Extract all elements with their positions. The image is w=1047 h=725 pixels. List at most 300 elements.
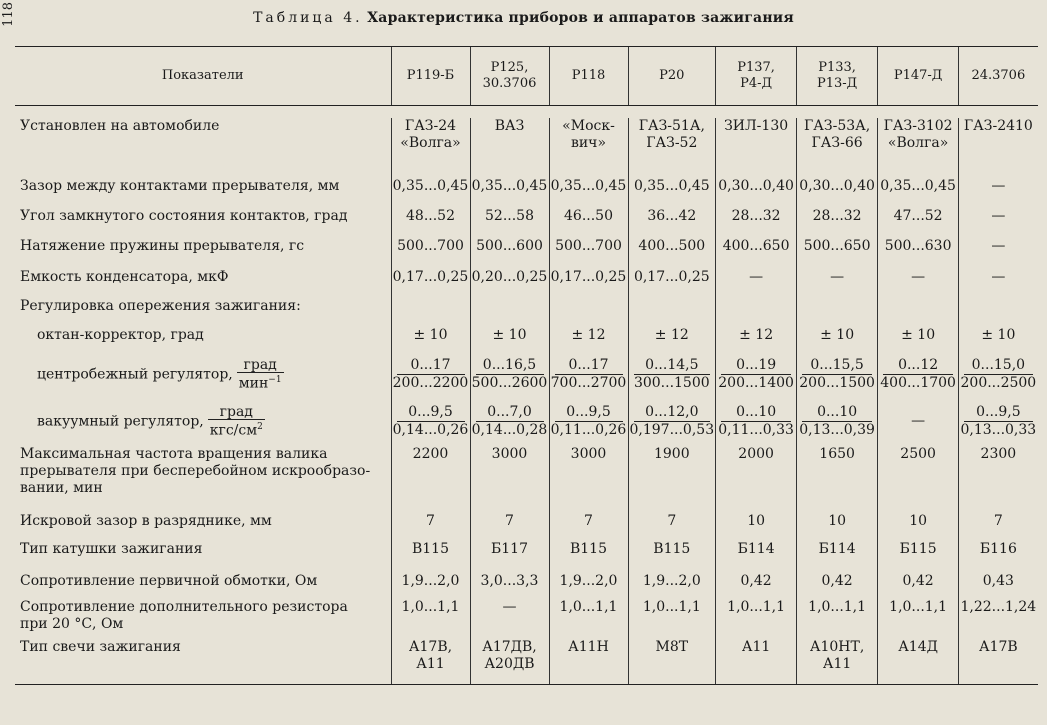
value-line: А11: [822, 655, 852, 672]
value-text: —: [991, 238, 1006, 254]
value-text: 28...32: [812, 208, 862, 224]
value-denominator: 0,13...0,33: [960, 422, 1037, 438]
row-label: [15, 398, 391, 446]
header-model-line: Р13-Д: [816, 76, 858, 91]
value-text: 400...500: [638, 238, 706, 254]
row-add_res: [15, 599, 1038, 639]
row-label: [15, 599, 391, 639]
row-label-text: центробежный регулятор,: [37, 366, 233, 383]
value-cell: [549, 202, 628, 232]
unit-fraction: [237, 358, 284, 391]
row-coil: [15, 536, 1038, 564]
value-text: 7: [667, 513, 677, 529]
value-cell: [549, 232, 628, 262]
value-text: 1,0...1,1: [642, 598, 701, 615]
row-label-line: вании, мин: [20, 479, 103, 496]
row-label-text: Натяжение пружины прерывателя, гс: [20, 238, 305, 254]
value-numerator: 0...16,5: [476, 357, 544, 375]
value-text: 10: [747, 513, 766, 529]
value-text: 10: [909, 513, 928, 529]
value-cell: [959, 639, 1038, 685]
row-primary_res: [15, 564, 1038, 599]
value-text: 2500: [900, 445, 936, 462]
value-cell: [878, 172, 959, 202]
row-label-line: Сопротивление дополнительного резистора: [20, 598, 348, 615]
value-cell: [549, 118, 628, 172]
value-cell: [628, 352, 716, 398]
unit-denominator-text: кгс/см: [209, 422, 258, 439]
table-caption: [0, 10, 1047, 26]
value-cell: [878, 446, 959, 508]
row-label: [15, 536, 391, 564]
value-text: 28...32: [731, 208, 781, 224]
header-model-line: Р4-Д: [740, 76, 773, 91]
value-line: ГАЗ-66: [811, 134, 863, 151]
value-numerator: 0...7,0: [476, 404, 544, 422]
value-denominator: 0,11...0,33: [718, 422, 794, 438]
value-fraction: [630, 404, 715, 439]
value-cell: [716, 262, 797, 294]
value-cell: [391, 172, 470, 202]
value-text: 0,35...0,45: [392, 178, 469, 194]
row-label: [15, 262, 391, 294]
value-text: 400...650: [722, 238, 790, 254]
value-cell: [628, 262, 716, 294]
value-cell: [878, 536, 959, 564]
value-cell: [628, 446, 716, 508]
row-octane: [15, 320, 1038, 352]
value-cell: [959, 118, 1038, 172]
empty-cell: [797, 294, 878, 320]
value-line: А14Д: [898, 638, 939, 655]
unit-fraction: [208, 405, 265, 438]
value-cell: [470, 262, 549, 294]
value-cell: [959, 398, 1038, 446]
header-model: [549, 47, 628, 106]
value-cell: [959, 232, 1038, 262]
row-vacuum: [15, 398, 1038, 446]
value-line: А20ДВ: [484, 655, 535, 672]
value-cell: [716, 639, 797, 685]
value-line: А10НТ,: [809, 638, 865, 655]
value-text: 1900: [653, 445, 690, 462]
header-model-line: Р137,: [737, 60, 775, 75]
value-denominator: 200...1500: [799, 375, 875, 391]
value-text: Б116: [979, 541, 1017, 557]
value-cell: [470, 508, 549, 536]
value-numerator: 0...15,5: [802, 357, 872, 375]
row-max_speed: [15, 446, 1038, 508]
value-text: 47...52: [893, 208, 943, 224]
value-denominator: 400...1700: [880, 375, 956, 391]
value-cell: [628, 172, 716, 202]
value-text: 1,9...2,0: [559, 572, 618, 589]
value-line: А11: [741, 638, 771, 655]
value-text: —: [749, 269, 764, 285]
header-model: [959, 47, 1038, 106]
value-line: ГАЗ-2410: [963, 117, 1033, 134]
value-denominator: 200...2500: [960, 375, 1037, 391]
value-numerator: 0...10: [721, 404, 791, 422]
value-text: 36...42: [647, 208, 697, 224]
value-text: Б115: [899, 541, 937, 557]
value-cell: [470, 232, 549, 262]
header-model: [470, 47, 549, 106]
unit-numerator: град: [237, 358, 284, 373]
value-cell: [716, 446, 797, 508]
value-denominator: 0,14...0,26: [392, 422, 469, 438]
value-cell: [470, 398, 549, 446]
value-fraction: [960, 357, 1037, 392]
value-cell: [549, 172, 628, 202]
value-cell: [391, 599, 470, 639]
value-fraction: [393, 404, 469, 439]
value-cell: [549, 320, 628, 352]
value-fraction: [879, 357, 957, 392]
value-cell: [797, 202, 878, 232]
value-text: 7: [993, 513, 1003, 529]
unit-denominator-text: мин: [238, 375, 269, 392]
value-line: А11: [416, 655, 445, 672]
value-line: А17В: [979, 638, 1018, 655]
value-cell: [959, 446, 1038, 508]
row-label-text: Зазор между контактами прерывателя, мм: [20, 178, 340, 194]
row-label: [15, 294, 391, 320]
value-cell: [959, 320, 1038, 352]
value-text: Б114: [737, 541, 775, 557]
value-cell: [470, 202, 549, 232]
row-plug: [15, 639, 1038, 685]
value-cell: [959, 564, 1038, 599]
value-cell: [959, 262, 1038, 294]
value-fraction: [879, 413, 957, 430]
page-number: 118: [1, 2, 16, 27]
value-text: 1,0...1,1: [401, 598, 460, 615]
value-cell: [878, 202, 959, 232]
value-text: ± 10: [981, 327, 1016, 343]
empty-cell: [959, 294, 1038, 320]
value-text: 1650: [819, 445, 855, 462]
value-denominator: 0,14...0,28: [471, 422, 548, 438]
value-text: 500...700: [555, 238, 622, 254]
value-text: ± 10: [901, 327, 936, 343]
value-line: ГАЗ-24: [404, 117, 457, 134]
row-label-text: вакуумный регулятор,: [37, 413, 204, 430]
value-text: 1,9...2,0: [642, 572, 701, 589]
value-line: ЗИЛ-130: [724, 117, 789, 134]
value-text: 0,17...0,25: [392, 269, 469, 285]
value-cell: [716, 398, 797, 446]
value-text: 0,35...0,45: [471, 178, 548, 194]
value-text: ± 12: [739, 327, 774, 343]
unit-denominator: [208, 420, 265, 438]
value-line: «Волга»: [400, 134, 461, 151]
value-line: ГАЗ-51А,: [638, 117, 705, 134]
row-gap: [15, 172, 1038, 202]
value-cell: [797, 536, 878, 564]
value-cell: [797, 320, 878, 352]
value-fraction: [630, 357, 715, 392]
value-cell: [470, 118, 549, 172]
row-label-text: Регулировка опережения зажигания:: [20, 298, 301, 314]
value-line: «Волга»: [887, 134, 949, 151]
value-cell: [391, 446, 470, 508]
row-label-text: Тип катушки зажигания: [20, 541, 203, 557]
header-model: [391, 47, 470, 106]
value-cell: [470, 639, 549, 685]
value-text: 1,0...1,1: [559, 598, 618, 615]
value-cell: [878, 564, 959, 599]
value-cell: [716, 232, 797, 262]
header-model: [797, 47, 878, 106]
header-model-line: Р133,: [818, 60, 856, 75]
value-cell: [470, 172, 549, 202]
value-numerator: 0...10: [802, 404, 872, 422]
value-cell: [797, 262, 878, 294]
row-label: [15, 639, 391, 685]
value-cell: [391, 320, 470, 352]
header-model-line: Р119-Б: [406, 68, 455, 83]
value-cell: [797, 118, 878, 172]
value-cell: [878, 352, 959, 398]
value-text: В115: [411, 541, 449, 557]
value-cell: [797, 639, 878, 685]
value-cell: [716, 536, 797, 564]
value-cell: [391, 118, 470, 172]
row-timing-heading: [15, 294, 1038, 320]
row-angle: [15, 202, 1038, 232]
header-model-line: 24.3706: [971, 68, 1026, 83]
value-cell: [628, 202, 716, 232]
value-fraction: [472, 404, 548, 439]
empty-cell: [549, 294, 628, 320]
value-cell: [549, 446, 628, 508]
header-model-line: Р125,: [490, 60, 529, 75]
row-label-text: октан-корректор, град: [37, 327, 204, 343]
value-text: —: [502, 598, 517, 615]
value-cell: [878, 398, 959, 446]
value-cell: [716, 320, 797, 352]
value-cell: [470, 320, 549, 352]
row-centrifugal: [15, 352, 1038, 398]
value-cell: [391, 262, 470, 294]
value-denominator: 300...1500: [633, 375, 710, 391]
value-text: 3000: [491, 445, 528, 462]
value-cell: [391, 398, 470, 446]
empty-cell: [391, 294, 470, 320]
value-line: «Моск-: [562, 117, 615, 134]
value-numerator: 0...9,5: [397, 404, 465, 422]
row-spark_gap: [15, 508, 1038, 536]
value-cell: [628, 564, 716, 599]
value-text: 2200: [412, 445, 449, 462]
value-text: В115: [653, 541, 691, 557]
caption-label: Таблица 4.: [253, 10, 363, 26]
value-cell: [959, 172, 1038, 202]
value-cell: [797, 508, 878, 536]
value-denominator: 700...2700: [550, 375, 627, 391]
value-text: 2000: [738, 445, 774, 462]
value-text: 7: [426, 513, 435, 529]
value-cell: [959, 508, 1038, 536]
value-cell: [878, 599, 959, 639]
value-denominator: 200...2200: [392, 375, 469, 391]
value-numerator: 0...14,5: [634, 357, 711, 375]
value-line: вич»: [570, 134, 607, 151]
row-label-text: Угол замкнутого состояния контактов, град: [20, 208, 348, 224]
value-text: —: [991, 208, 1006, 224]
value-cell: [878, 508, 959, 536]
value-numerator: 0...15,0: [964, 357, 1033, 375]
value-text: 0,43: [982, 572, 1014, 589]
row-label-text: Емкость конденсатора, мкФ: [20, 269, 229, 285]
value-fraction: [393, 357, 469, 392]
value-cell: [549, 262, 628, 294]
value-cell: [470, 446, 549, 508]
value-text: 1,9...2,0: [401, 572, 460, 589]
value-numerator: 0...12: [883, 357, 953, 375]
value-text: 0,20...0,25: [471, 269, 548, 285]
empty-cell: [878, 294, 959, 320]
value-text: 500...700: [397, 238, 464, 254]
value-line: А17В,: [408, 638, 453, 655]
row-label: [15, 564, 391, 599]
value-text: —: [830, 269, 845, 285]
value-cell: [391, 508, 470, 536]
row-label: [15, 446, 391, 508]
value-denominator: 0,11...0,26: [550, 422, 627, 438]
value-cell: [959, 352, 1038, 398]
value-text: 48...52: [406, 208, 455, 224]
value-text: 0,42: [902, 572, 934, 589]
row-label-line: Максимальная частота вращения валика: [20, 445, 328, 462]
value-cell: [716, 564, 797, 599]
value-cell: [628, 232, 716, 262]
value-cell: [470, 599, 549, 639]
value-line: А11Н: [568, 638, 609, 655]
value-text: 2300: [980, 445, 1017, 462]
empty-cell: [628, 294, 716, 320]
value-cell: [628, 536, 716, 564]
header-model-line: Р147-Д: [893, 68, 943, 83]
header-model-line: Р20: [659, 68, 685, 83]
value-line: ВАЗ: [494, 117, 525, 134]
value-fraction: [960, 404, 1037, 439]
row-label: [15, 202, 391, 232]
value-numerator: 0...12,0: [634, 404, 711, 422]
value-line: ГАЗ-53А,: [804, 117, 871, 134]
value-cell: [716, 202, 797, 232]
value-text: 0,42: [740, 572, 772, 589]
value-cell: [797, 599, 878, 639]
value-cell: [628, 118, 716, 172]
value-numerator: 0...9,5: [555, 404, 623, 422]
spacer-row: [15, 106, 1038, 118]
value-denominator: 500...2600: [471, 375, 548, 391]
header-model-line: Р118: [571, 68, 606, 83]
value-cell: [549, 398, 628, 446]
value-text: 3,0...3,3: [480, 572, 539, 589]
value-text: ± 10: [820, 327, 855, 343]
value-cell: [549, 536, 628, 564]
value-cell: [628, 398, 716, 446]
value-line: ГАЗ-52: [646, 134, 698, 151]
value-text: 500...650: [803, 238, 871, 254]
unit-numerator: град: [208, 405, 265, 420]
value-cell: [549, 508, 628, 536]
header-indicator: Показатели: [15, 47, 391, 106]
row-label: [15, 352, 391, 398]
value-cell: [628, 320, 716, 352]
value-cell: [470, 352, 549, 398]
value-text: 0,17...0,25: [550, 269, 627, 285]
value-text: 500...600: [476, 238, 543, 254]
header-row: [15, 47, 1038, 106]
value-text: ± 12: [571, 327, 606, 343]
value-cell: [470, 564, 549, 599]
value-line: А17ДВ,: [482, 638, 537, 655]
value-fraction: [472, 357, 548, 392]
value-text: 52...58: [485, 208, 534, 224]
header-model-line: 30.3706: [482, 76, 537, 91]
value-cell: [470, 536, 549, 564]
value-cell: [878, 320, 959, 352]
value-line: ГАЗ-3102: [883, 117, 953, 134]
row-installed: [15, 118, 1038, 172]
value-cell: [716, 172, 797, 202]
unit-exponent: 2: [257, 422, 263, 433]
value-cell: [628, 639, 716, 685]
row-label: [15, 232, 391, 262]
value-cell: [797, 232, 878, 262]
row-label-line: при 20 °С, Ом: [20, 615, 124, 632]
value-fraction: [551, 357, 627, 392]
row-label-text: Сопротивление первичной обмотки, Ом: [20, 572, 318, 589]
value-text: 0,17...0,25: [633, 269, 710, 285]
value-cell: [878, 232, 959, 262]
row-label-text: Тип свечи зажигания: [20, 638, 181, 655]
header-model: [628, 47, 716, 106]
value-text: 7: [584, 513, 593, 529]
value-text: ± 12: [654, 327, 689, 343]
value-cell: [797, 446, 878, 508]
value-cell: [716, 599, 797, 639]
value-fraction: [551, 404, 627, 439]
value-numerator: 0...17: [397, 357, 465, 375]
value-numerator: —: [911, 413, 926, 429]
caption-title: Характеристика приборов и аппаратов зажигания: [367, 10, 794, 26]
value-cell: [959, 599, 1038, 639]
value-text: Б114: [818, 541, 856, 557]
row-label: [15, 172, 391, 202]
row-label-line: прерывателя при бесперебойном искрообразо-: [20, 462, 371, 479]
value-cell: [797, 172, 878, 202]
value-text: 7: [505, 513, 514, 529]
value-denominator: 0,197...0,53: [629, 422, 715, 438]
value-text: 1,0...1,1: [727, 598, 786, 615]
value-cell: [797, 398, 878, 446]
value-cell: [391, 202, 470, 232]
value-fraction: [717, 357, 795, 392]
value-cell: [391, 232, 470, 262]
value-text: —: [991, 178, 1006, 194]
empty-cell: [716, 294, 797, 320]
value-fraction: [717, 404, 795, 439]
value-text: 0,35...0,45: [633, 178, 710, 194]
value-text: Б117: [490, 541, 528, 557]
value-numerator: 0...19: [721, 357, 791, 375]
unit-exponent: −1: [268, 375, 282, 386]
